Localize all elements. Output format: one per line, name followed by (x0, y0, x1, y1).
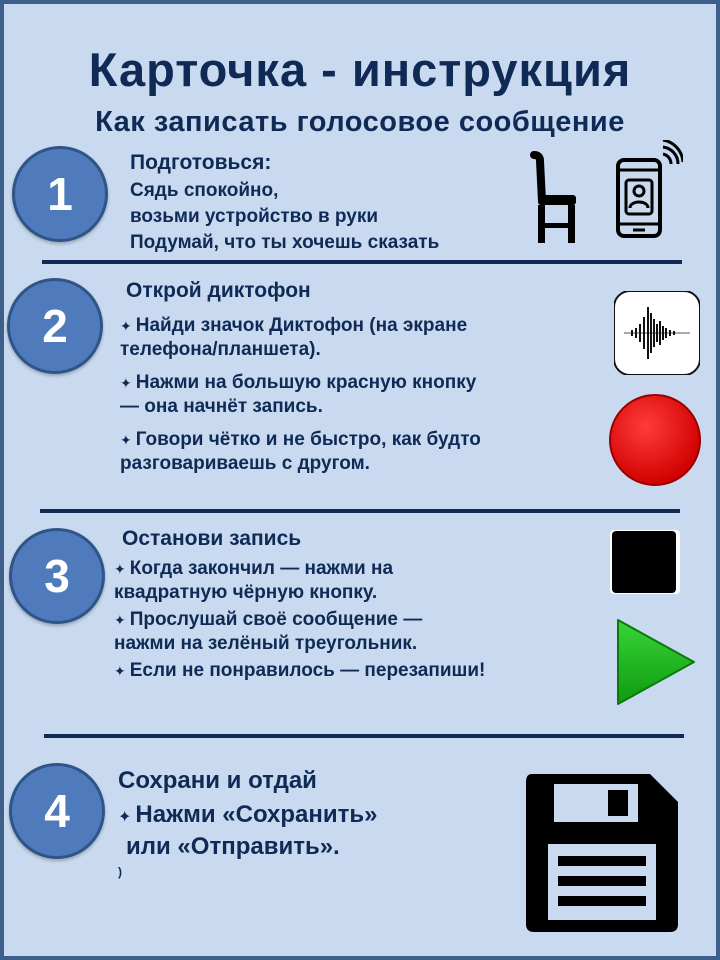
floppy-disk-icon (524, 772, 680, 934)
step-2-number: 2 (7, 278, 103, 374)
divider-2 (40, 509, 680, 513)
step-2-text (124, 279, 311, 303)
step-1-heading: Подготовься: (130, 151, 272, 174)
red-record-button-icon (607, 392, 703, 488)
bullet-icon: ✦ (114, 663, 126, 679)
step-1-number: 1 (12, 146, 108, 242)
step-3-bullet-3: ✦ Если не понравилось — перезапиши! (114, 660, 486, 681)
step-2-bullet-1: ✦ Найди значок Диктофон (на экране (120, 315, 468, 336)
step-4-text (118, 767, 377, 879)
step-3-bullets (114, 557, 485, 683)
voice-memo-app-icon (614, 291, 700, 375)
step-2-bullet-3-cont: разговариваешь с другом. (120, 453, 370, 474)
step-2-heading: Открой диктофон (126, 279, 311, 302)
black-stop-button-icon (609, 529, 681, 595)
step-1-line-2: возьми устройство в руки (130, 206, 379, 227)
step-1-line-1: Сядь спокойно, (130, 180, 279, 201)
step-4-number: 4 (9, 763, 105, 859)
chair-icon (526, 151, 582, 245)
step-4-heading: Сохрани и отдай (118, 767, 317, 794)
step-2-bullets (120, 314, 481, 475)
bullet-icon: ✦ (118, 809, 132, 826)
step-2-bullet-1-cont: телефона/планшета). (120, 339, 321, 360)
bullet-icon: ✦ (120, 318, 132, 334)
bullet-icon: ✦ (120, 375, 132, 391)
divider-1 (42, 260, 682, 264)
step-3-number: 3 (9, 528, 105, 624)
step-2-bullet-3: ✦ Говори чётко и не быстро, как будто (120, 429, 481, 450)
step-2-bullet-2: ✦ Нажми на большую красную кнопку (120, 372, 477, 393)
page-subtitle: Как записать голосовое сообщение (95, 106, 625, 138)
step-3-bullet-1: ✦ Когда закончил — нажми на (114, 558, 394, 579)
step-4-bullet-1-cont: или «Отправить». (126, 833, 340, 860)
step-3-heading: Останови запись (122, 527, 302, 550)
step-1-text (130, 151, 439, 254)
bullet-icon: ✦ (114, 561, 126, 577)
page-title: Карточка - инструкция (88, 43, 632, 96)
green-play-button-icon (612, 616, 698, 708)
phone-contact-icon (613, 140, 683, 240)
divider-3 (44, 734, 684, 738)
step-3-bullet-1-cont: квадратную чёрную кнопку. (114, 582, 378, 603)
step-3-text (122, 527, 301, 551)
bullet-icon: ✦ (114, 612, 126, 628)
step-3-bullet-2-cont: нажми на зелёный треугольник. (114, 633, 418, 654)
step-1-line-3: Подумай, что ты хочешь сказать (130, 232, 440, 253)
bullet-icon: ✦ (120, 432, 132, 448)
step-4-bullet-1: ✦ Нажми «Сохранить» (118, 801, 378, 828)
step-2-bullet-2-cont: — она начнёт запись. (120, 396, 323, 417)
step-4-stray-mark: ) (118, 865, 122, 879)
step-3-bullet-2: ✦ Прослушай своё сообщение — (114, 609, 423, 630)
